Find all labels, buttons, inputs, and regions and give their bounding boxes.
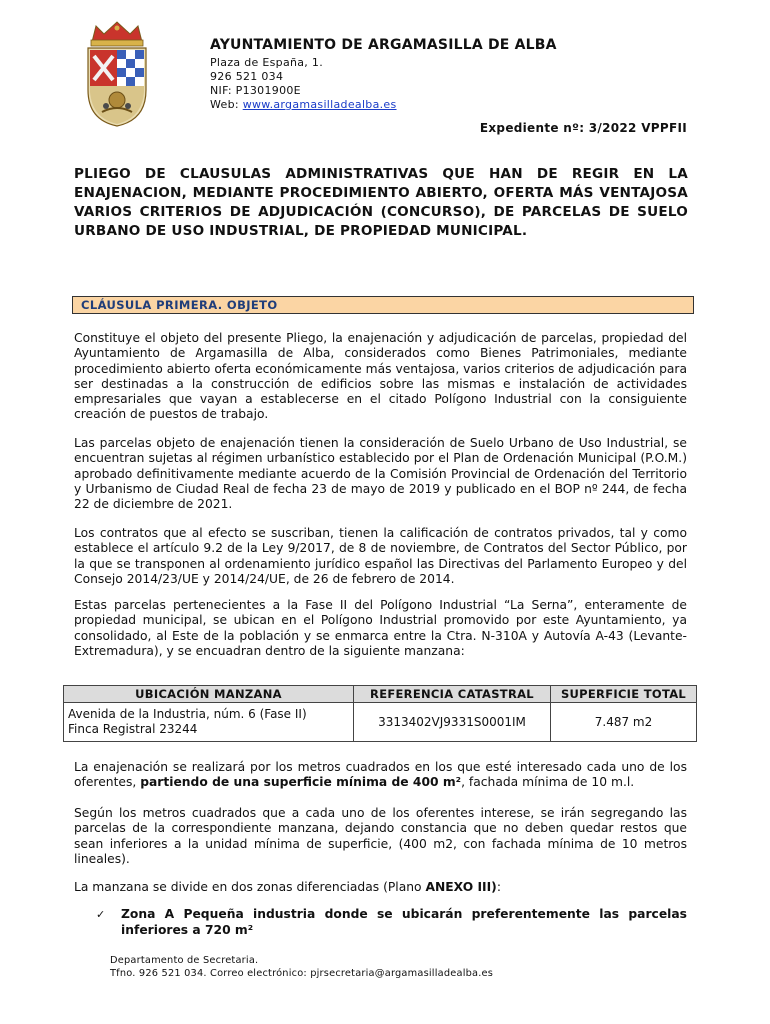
location-line-2: Finca Registral 23244 xyxy=(68,722,198,736)
paragraph-zones xyxy=(74,880,687,895)
file-number: Expediente nº: 3/2022 VPPFII xyxy=(479,121,687,135)
website-link[interactable]: www.argamasilladealba.es xyxy=(242,98,397,111)
table-row xyxy=(64,703,697,742)
paragraph-location: Estas parcelas pertenecientes a la Fase II del Polígono Industrial “La Serna”, enteramente de propiedad municipal, se ubican en el Polígono Industrial promovido por este Ayuntamiento, ya consolidado, al Este de la población y se enmarca entre la Ctra. N-310A y Autovía A-43 (Levante-Extremadura), y se encuadran dentro de la siguiente manzana: xyxy=(74,598,687,658)
table-cell-cadastral: 3313402VJ9331S0001IM xyxy=(354,703,551,742)
clause-heading: CLÁUSULA PRIMERA. OBJETO xyxy=(81,298,278,312)
table-cell-location xyxy=(64,703,354,742)
text-run: La manzana se divide en dos zonas diferenciadas (Plano xyxy=(74,880,426,894)
table-header-location: UBICACIÓN MANZANA xyxy=(64,686,354,703)
footer-contact: Tfno. 926 521 034. Correo electrónico: pjrsecretaria@argamasilladealba.es xyxy=(110,968,494,979)
organization-header xyxy=(210,37,557,112)
paragraph-minimum-surface xyxy=(74,760,687,791)
organization-address: Plaza de España, 1. xyxy=(210,56,323,69)
web-label: Web: xyxy=(210,98,243,111)
organization-name: AYUNTAMIENTO DE ARGAMASILLA DE ALBA xyxy=(210,37,557,53)
paragraph-urban-land: Las parcelas objeto de enajenación tienen la consideración de Suelo Urbano de Uso Industrial, se encuentran sujetas al régimen urbanístico establecido por el Plan de Ordenación Municipal (P.O.M.) aprobado definitivamente mediante acuerdo de la Comisión Provincial de Ordenación del Territorio y Urbanismo de Ciudad Real de fecha 23 de mayo de 2019 y publicado en el BOP nº 244, de fecha 22 de diciembre de 2021. xyxy=(74,436,687,512)
coat-of-arms-icon xyxy=(82,20,152,128)
organization-phone: 926 521 034 xyxy=(210,70,284,83)
text-run: , fachada mínima de 10 m.l. xyxy=(461,775,635,790)
footer-department: Departamento de Secretaria. xyxy=(110,955,259,966)
organization-web xyxy=(210,98,557,112)
paragraph-object: Constituye el objeto del presente Pliego, la enajenación y adjudicación de parcelas, propiedad del Ayuntamiento de Argamasilla de Alba, considerados como Bienes Patrimoniales, mediante procedimiento abierto oferta económicamente más ventajosa, varios criterios de adjudicación para ser destinadas a la construcción de edificios sobre las mismas e instalación de actividades empresariales que vayan a establecerse en el citado Polígono Industrial con la consiguiente creación de puestos de trabajo. xyxy=(74,331,687,422)
table-header-surface: SUPERFICIE TOTAL xyxy=(551,686,697,703)
clause-heading-box xyxy=(72,296,694,314)
annex-reference: ANEXO III) xyxy=(425,880,497,894)
page-footer xyxy=(110,954,493,980)
minimum-surface-emphasis: partiendo de una superficie mínima de 400 m² xyxy=(140,775,462,790)
zone-a-item: Zona A Pequeña industria donde se ubicarán preferentemente las parcelas inferiores a 720 m² xyxy=(121,907,687,937)
organization-nif: NIF: P1301900E xyxy=(210,84,301,97)
table-header-cadastral: REFERENCIA CATASTRAL xyxy=(354,686,551,703)
text-run: : xyxy=(496,880,501,894)
paragraph-segregation: Según los metros cuadrados que a cada uno de los oferentes interese, se irán segregando las parcelas de la correspondiente manzana, dejando constancia que no deben quedar restos que sean inferiores a la unidad mínima de superficie, (400 m2, con fachada mínima de 10 metros lineales). xyxy=(74,806,687,866)
table-cell-surface: 7.487 m2 xyxy=(551,703,697,742)
location-line-1: Avenida de la Industria, núm. 6 (Fase II) xyxy=(68,707,307,721)
text-run: La enajenación se realizará por los metros cuadrados en los que esté interesado cada uno de los oferentes, xyxy=(74,760,687,790)
parcel-table xyxy=(63,685,697,742)
document-title: PLIEGO DE CLAUSULAS ADMINISTRATIVAS QUE HAN DE REGIR EN LA ENAJENACION, MEDIANTE PROCEDIMIENTO ABIERTO, OFERTA MÁS VENTAJOSA VARIOS CRITERIOS DE ADJUDICACIÓN (CONCURSO), DE PARCELAS DE SUELO URBANO DE USO INDUSTRIAL, DE PROPIEDAD MUNICIPAL. xyxy=(74,166,688,239)
checkmark-icon: ✓ xyxy=(96,908,106,921)
paragraph-contracts: Los contratos que al efecto se suscriban, tienen la calificación de contratos privados, tal y como establece el artículo 9.2 de la Ley 9/2017, de 8 de noviembre, de Contratos del Sector Público, por la que se transponen al ordenamiento jurídico español las Directivas del Parlamento Europeo y del Consejo 2014/23/UE y 2014/24/UE, de 26 de febrero de 2014. xyxy=(74,526,687,586)
table-header-row xyxy=(64,686,697,703)
